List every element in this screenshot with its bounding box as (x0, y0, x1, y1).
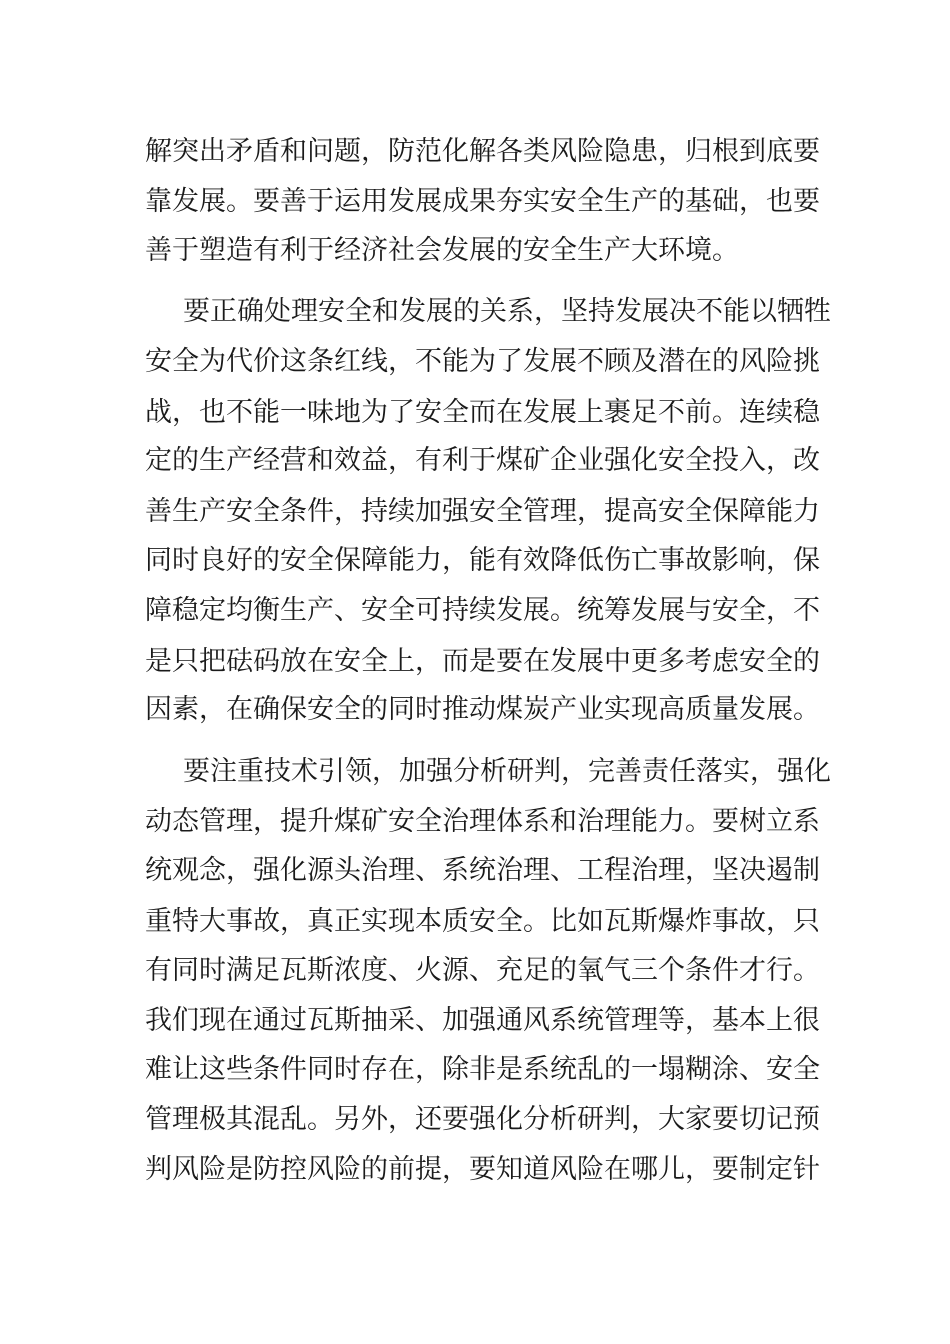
paragraph-line: 战，也不能一味地为了安全而在发展上裹足不前。连续稳 (145, 397, 820, 428)
paragraph-line: 管理极其混乱。另外，还要强化分析研判，大家要切记预 (145, 1104, 820, 1135)
paragraph-line: 善于塑造有利于经济社会发展的安全生产大环境。 (145, 235, 739, 266)
paragraph-line: 难让这些条件同时存在，除非是系统乱的一塌糊涂、安全 (145, 1054, 820, 1085)
paragraph-line: 我们现在通过瓦斯抽采、加强通风系统管理等，基本上很 (145, 1005, 820, 1036)
paragraph-line: 有同时满足瓦斯浓度、火源、充足的氧气三个条件才行。 (145, 955, 820, 986)
paragraph-line: 要注重技术引领，加强分析研判，完善责任落实，强化 (183, 756, 831, 787)
paragraph-line: 因素，在确保安全的同时推动煤炭产业实现高质量发展。 (145, 694, 820, 725)
paragraph-line: 动态管理，提升煤矿安全治理体系和治理能力。要树立系 (145, 806, 820, 837)
paragraph-line: 定的生产经营和效益，有利于煤矿企业强化安全投入，改 (145, 445, 820, 476)
paragraph-line: 善生产安全条件，持续加强安全管理，提高安全保障能力 (145, 496, 820, 527)
paragraph-line: 靠发展。要善于运用发展成果夯实安全生产的基础，也要 (145, 186, 820, 217)
paragraph-line: 统观念，强化源头治理、系统治理、工程治理，坚决遏制 (145, 855, 820, 886)
paragraph-line: 是只把砝码放在安全上，而是要在发展中更多考虑安全的 (145, 646, 820, 677)
paragraph-line: 要正确处理安全和发展的关系，坚持发展决不能以牺牲 (183, 296, 831, 327)
paragraph-line: 解突出矛盾和问题，防范化解各类风险隐患，归根到底要 (145, 136, 820, 167)
paragraph-line: 安全为代价这条红线，不能为了发展不顾及潜在的风险挑 (145, 346, 820, 377)
paragraph-line: 同时良好的安全保障能力，能有效降低伤亡事故影响，保 (145, 545, 820, 576)
paragraph-line: 重特大事故，真正实现本质安全。比如瓦斯爆炸事故，只 (145, 906, 820, 937)
paragraph-line: 判风险是防控风险的前提，要知道风险在哪儿，要制定针 (145, 1154, 820, 1185)
paragraph-line: 障稳定均衡生产、安全可持续发展。统筹发展与安全，不 (145, 595, 820, 626)
